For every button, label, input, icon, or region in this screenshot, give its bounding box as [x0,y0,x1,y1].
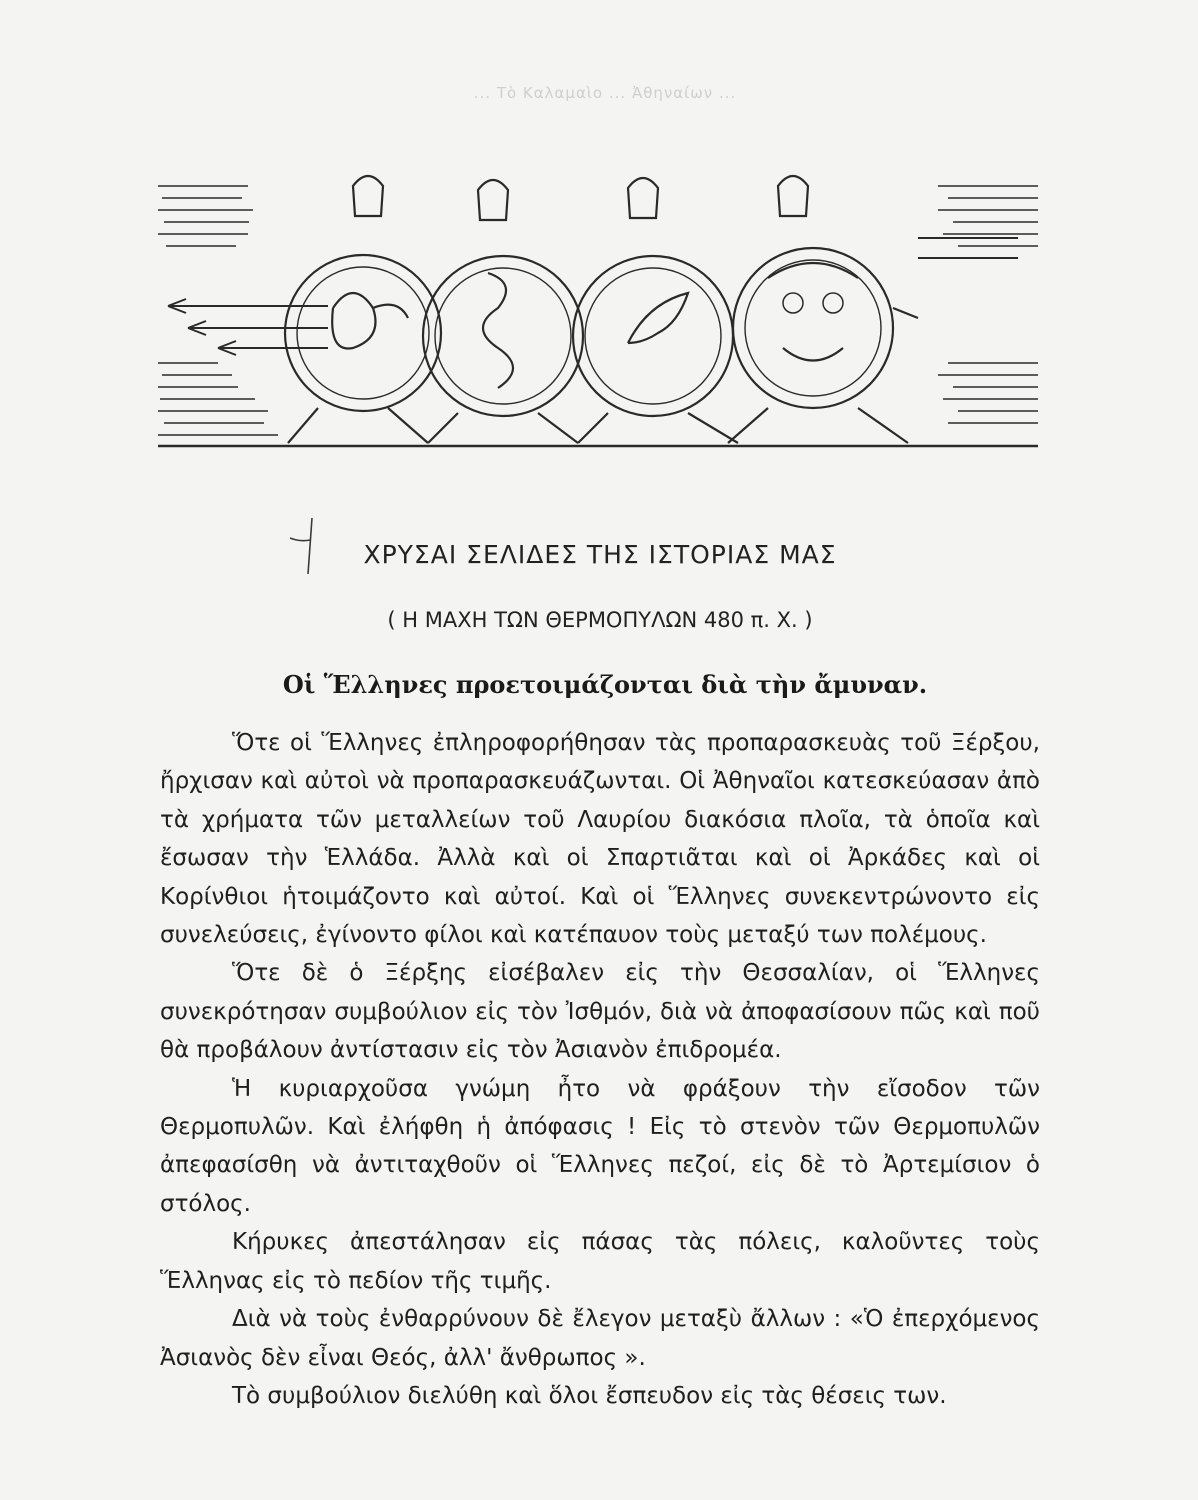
spears [168,238,1018,355]
paragraph: Κήρυκες ἀπεστάλησαν εἰς πάσας τὰς πόλεις, καλοῦντες τοὺς Ἕλληνας εἰς τὸ πεδίον τῆς τιμῆς. [160,1229,1040,1294]
body-text [160,724,1040,1415]
page-subtitle: ( Η ΜΑΧΗ ΤΩΝ ΘΕΡΜΟΠΥΛΩΝ 480 π. Χ. ) [387,608,813,632]
warrior-2 [423,180,583,443]
paragraph: Διὰ νὰ τοὺς ἐνθαρρύνουν δὲ ἔλεγον μεταξὺ ἄλλων : «Ὁ ἐπερχόμενος Ἀσιανὸς δὲν εἶναι Θεός, ἀλλ' ἄνθρωπος ». [160,1306,1040,1371]
warrior-3 [573,178,738,443]
warrior-1 [285,176,441,443]
page-title: ΧΡΥΣΑΙ ΣΕΛΙΔΕΣ ΤΗΣ ΙΣΤΟΡΙΑΣ ΜΑΣ [363,540,837,569]
hatching-left [158,186,278,435]
paragraph: Ἡ κυριαρχοῦσα γνώμη ἦτο νὰ φράξουν τὴν εἴσοδον τῶν Θερμοπυλῶν. Καὶ ἐλήφθη ἡ ἀπόφασις ! Εἰς τὸ στενὸν τῶν Θερμοπυλῶν ἀπεφασίσθη νὰ ἀντιταχθοῦν οἱ Ἕλληνες πεζοί, εἰς δὲ τὸ Ἀρτεμίσιον ὁ στόλος. [160,1075,1040,1217]
section-heading: Οἱ Ἕλληνες προετοιμάζονται διὰ τὴν ἄμυναν. [282,670,928,699]
warrior-4 [728,176,918,443]
hoplite-warriors-frieze-icon [158,158,1038,458]
paragraph: Ὅτε δὲ ὁ Ξέρξης εἰσέβαλεν εἰς τὴν Θεσσαλίαν, οἱ Ἕλληνες συνεκρότησαν συμβούλιον εἰς τὸν Ἰσθμόν, διὰ νὰ ἀποφασίσουν πῶς καὶ ποῦ θὰ προβάλουν ἀντίστασιν εἰς τὸν Ἀσιανὸν ἐπιδρομέα. [160,960,1040,1064]
paragraph: Ὅτε οἱ Ἕλληνες ἐπληροφορήθησαν τὰς προπαρασκευὰς τοῦ Ξέρξου, ἤρχισαν καὶ αὐτοὶ νὰ προπαρασκευάζωνται. Οἱ Ἀθηναῖοι κατεσκεύασαν ἀπὸ τὰ χρήματα τῶν μεταλλείων τοῦ Λαυρίου διακόσια πλοῖα, τὰ ὁποῖα καὶ ἔσωσαν τὴν Ἑλλάδα. Ἀλλὰ καὶ οἱ Σπαρτιᾶται καὶ οἱ Ἀρκάδες καὶ οἱ Κορίνθιοι ἡτοιμάζοντο καὶ αὐτοί. Καὶ οἱ Ἕλληνες συνεκεντρώνοντο εἰς συνελεύσεις, ἐγίνοντο φίλοι καὶ κατέπαυον τοὺς μεταξύ των πολέμους. [160,730,1040,949]
running-header: ... Τὸ Καλαμαὶο ... Ἀθηναίων ... [473,84,737,102]
paragraph: Τὸ συμβούλιον διελύθη καὶ ὅλοι ἔσπευδον εἰς τὰς θέσεις των. [232,1382,947,1409]
hatching-right [938,186,1038,423]
